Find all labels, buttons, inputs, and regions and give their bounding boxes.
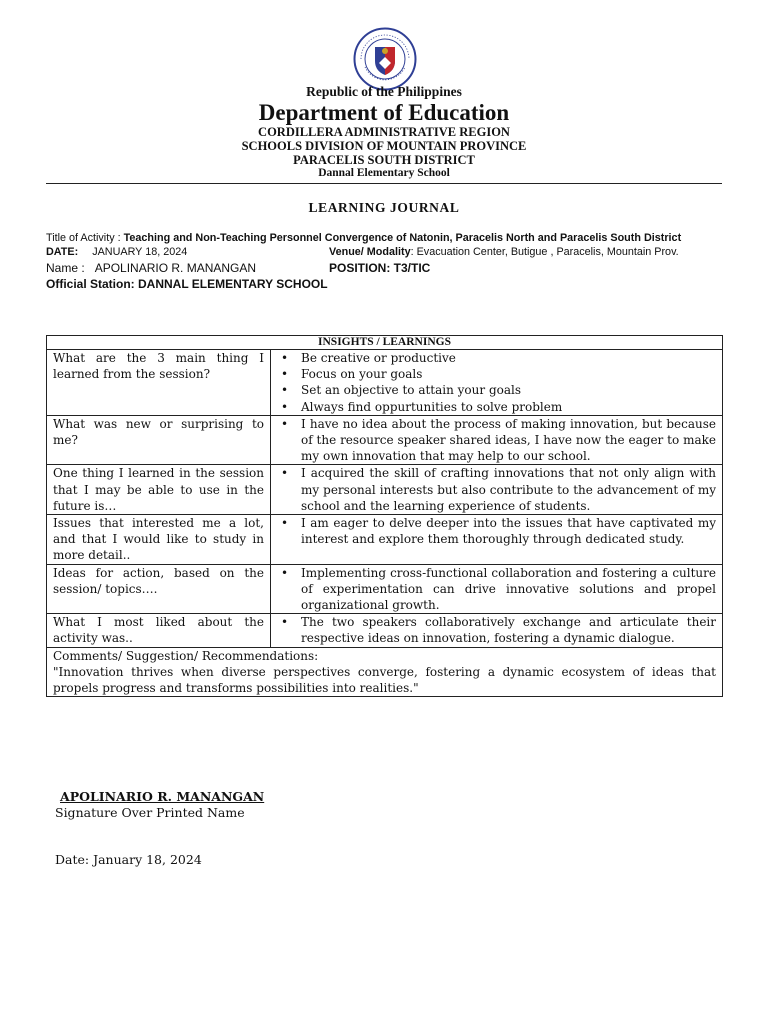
answer-list: [277, 416, 716, 465]
insights-table: [46, 335, 723, 697]
date-row: [46, 246, 187, 258]
division-heading: SCHOOLS DIVISION OF MOUNTAIN PROVINCE: [241, 139, 527, 153]
date-label: DATE:: [46, 246, 79, 258]
table-header: INSIGHTS / LEARNINGS: [47, 336, 723, 350]
activity-title-row: [46, 232, 681, 244]
activity-title-label: Title of Activity :: [46, 232, 124, 244]
position-value: POSITION: T3/TIC: [329, 261, 431, 275]
answer-cell: [271, 350, 723, 416]
answer-list: [277, 350, 716, 415]
question-cell: What are the 3 main thing I learned from the session?: [47, 350, 271, 416]
school-heading: Dannal Elementary School: [318, 167, 450, 179]
official-station: Official Station: DANNAL ELEMENTARY SCHOOL: [46, 277, 328, 291]
answer-cell: [271, 415, 723, 465]
answer-list: [277, 614, 716, 646]
question-cell: What I most liked about the activity was..: [47, 614, 271, 647]
table-row: [47, 515, 723, 565]
table-row: [47, 614, 723, 647]
table-row: [47, 564, 723, 614]
table-row: [47, 465, 723, 515]
answer-item: • I have no idea about the process of making innovation, but because of the resource speaker shared ideas, I have now the eager to make my own innovation that may help to our school.: [277, 416, 716, 465]
question-cell: What was new or surprising to me?: [47, 415, 271, 465]
question-cell: Issues that interested me a lot, and that I would like to study in more detail..: [47, 515, 271, 565]
answer-item: • Implementing cross-functional collaboration and fostering a culture of experimentation can drive innovative solutions and propel organizational growth.: [277, 565, 716, 614]
answer-list: [277, 465, 716, 514]
comments-label: Comments/ Suggestion/ Recommendations:: [53, 648, 319, 663]
venue-label: Venue/ Modality: [329, 246, 411, 258]
answer-item: • Always find oppurtunities to solve problem: [277, 399, 716, 415]
header-divider: [46, 183, 722, 184]
answer-item: • I am eager to delve deeper into the issues that have captivated my interest and explore them thoroughly through dedicated study.: [277, 515, 716, 547]
comments-cell: [47, 647, 723, 697]
region-heading: CORDILLERA ADMINISTRATIVE REGION: [258, 125, 510, 139]
answer-list: [277, 565, 716, 614]
answer-item: • The two speakers collaboratively exchange and articulate their respective ideas on innovation, fostering a dynamic dialogue.: [277, 614, 716, 646]
signature-label: Signature Over Printed Name: [55, 805, 245, 820]
table-row: [47, 415, 723, 465]
answer-item: • I acquired the skill of crafting innovations that not only align with my personal interests but also contribute to the advancement of my school and the learning experience of students.: [277, 465, 716, 514]
answer-cell: [271, 465, 723, 515]
document-title: LEARNING JOURNAL: [308, 200, 460, 215]
name-value: APOLINARIO R. MANANGAN: [94, 261, 257, 275]
venue-value: : Evacuation Center, Butigue , Paracelis, Mountain Prov.: [410, 246, 679, 258]
signatory-name: APOLINARIO R. MANANGAN: [60, 789, 265, 804]
answer-list: [277, 515, 716, 547]
question-cell: Ideas for action, based on the session/ topics….: [47, 564, 271, 614]
date-value: JANUARY 18, 2024: [92, 246, 188, 258]
table-row: [47, 350, 723, 416]
department-heading: Department of Education: [258, 100, 510, 125]
comments-text: "Innovation thrives when diverse perspectives converge, fostering a dynamic ecosystem of ideas that propels progress and transforms possibilities into realities.": [53, 664, 716, 696]
activity-title-value: Teaching and Non-Teaching Personnel Convergence of Natonin, Paracelis North and Paracelis South District: [123, 232, 682, 244]
answer-item: • Be creative or productive: [277, 350, 716, 366]
signature-date: Date: January 18, 2024: [55, 852, 202, 867]
answer-cell: [271, 564, 723, 614]
answer-item: • Set an objective to attain your goals: [277, 382, 716, 398]
answer-cell: [271, 515, 723, 565]
question-cell: One thing I learned in the session that I may be able to use in the future is…: [47, 465, 271, 515]
answer-item: • Focus on your goals: [277, 366, 716, 382]
answer-cell: [271, 614, 723, 647]
name-row: [46, 261, 256, 275]
name-label: Name :: [46, 261, 85, 275]
republic-heading: Republic of the Philippines: [306, 84, 462, 99]
district-heading: PARACELIS SOUTH DISTRICT: [293, 153, 475, 167]
venue-row: [329, 246, 679, 258]
deped-seal-logo: [353, 27, 417, 91]
